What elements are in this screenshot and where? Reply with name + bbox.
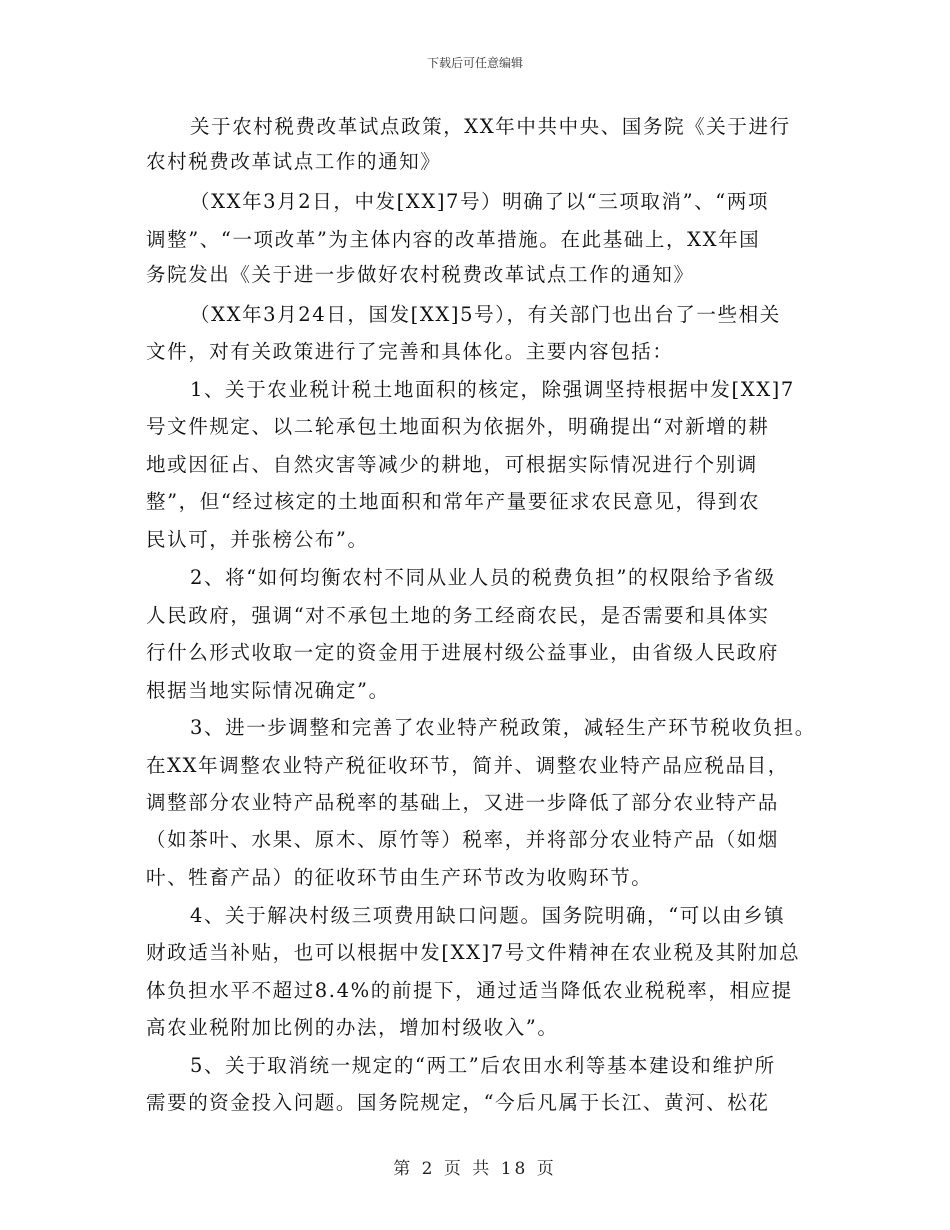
body-line: 1、关于农业税计税土地面积的核定，除强调坚持根据中发[XX]7 [190,378,795,401]
body-line: 行什么形式收取一定的资金用于进展村级公益事业，由省级人民政府 [146,641,780,664]
body-line: 需要的资金投入问题。国务院规定，“今后凡属于长江、黄河、松花 [146,1091,770,1114]
body-line: 调整”、“一项改革”为主体内容的改革措施。在此基础上，XX年国 [146,228,761,251]
body-line: 整”，但“经过核定的土地面积和常年产量要征求农民意见，得到农 [146,490,760,513]
body-line: 农村税费改革试点工作的通知》 [146,150,442,173]
body-line: 务院发出《关于进一步做好农村税费改革试点工作的通知》 [146,263,695,286]
body-line: 号文件规定、以二轮承包土地面积为依据外，明确提出“对新增的耕 [146,415,770,438]
body-line: 民认可，并张榜公布”。 [146,528,369,551]
body-line: 财政适当补贴，也可以根据中发[XX]7号文件精神在农业税及其附加总 [146,941,801,964]
body-line: 体负担水平不超过8.4%的前提下，通过适当降低农业税税率，相应提 [146,979,793,1002]
body-line: 4、关于解决村级三项费用缺口问题。国务院明确，“可以由乡镇 [190,904,786,927]
body-line: 关于农村税费改革试点政策，XX年中共中央、国务院《关于进行 [190,115,791,138]
body-line: （如茶叶、水果、原木、原竹等）税率，并将部分农业特产品（如烟 [146,828,780,851]
body-line: 人民政府，强调“对不承包土地的务工经商农民，是否需要和具体实 [146,604,770,627]
body-line: 在XX年调整农业特产税征收环节，简并、调整农业特产品应税品目， [146,754,789,777]
body-line: 地或因征占、自然灾害等减少的耕地，可根据实际情况进行个别调 [146,453,758,476]
body-line: 文件，对有关政策进行了完善和具体化。主要内容包括： [146,340,674,363]
body-line: 调整部分农业特产品税率的基础上，又进一步降低了部分农业特产品 [146,791,780,814]
page-footer: 第 2 页 共 18 页 [393,1159,557,1179]
body-line: 叶、牲畜产品）的征收环节由生产环节改为收购环节。 [146,866,653,889]
body-line: （XX年3月24日，国发[XX]5号），有关部门也出台了一些相关 [190,303,781,326]
body-line: 根据当地实际情况确定”。 [146,679,390,702]
body-line: 2、将“如何均衡农村不同从业人员的税费负担”的权限给予省级 [190,566,776,589]
header-note: 下载后可任意编辑 [426,56,523,70]
body-line: 高农业税附加比例的办法，增加村级收入”。 [146,1016,559,1039]
body-line: （XX年3月2日，中发[XX]7号）明确了以“三项取消”、“两项 [190,190,770,213]
body-line: 5、关于取消统一规定的“两工”后农田水利等基本建设和维护所 [190,1054,776,1077]
body-line: 3、进一步调整和完善了农业特产税政策，减轻生产环节税收负担。 [190,716,816,739]
